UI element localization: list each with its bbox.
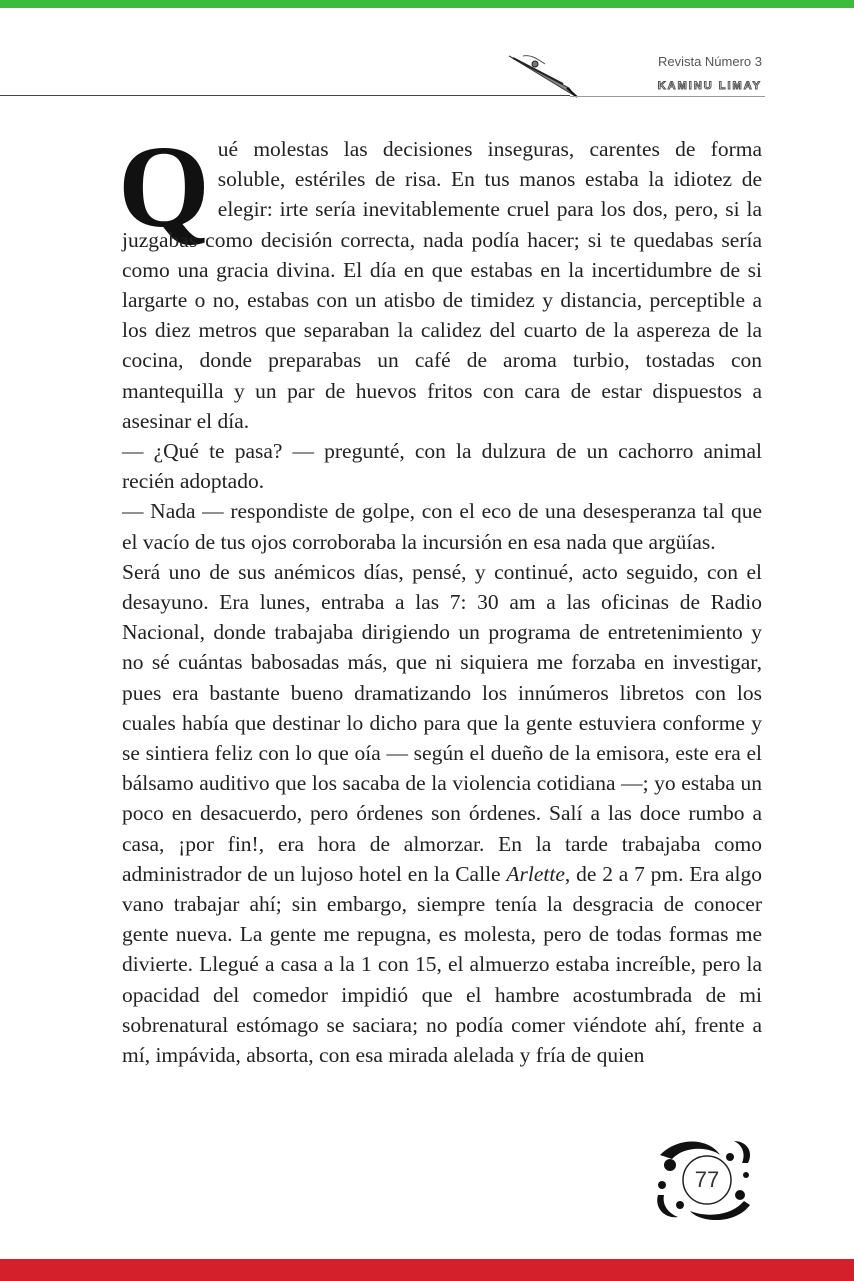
header-divider-right (570, 96, 765, 97)
top-color-bar (0, 0, 854, 8)
street-name: Arlette (506, 861, 565, 886)
paragraph-4 (122, 557, 762, 1070)
fountain-pen-icon (505, 50, 585, 100)
paragraph-2: — ¿Qué te pasa? — pregunté, con la dulzura de un cachorro animal recién adoptado. (122, 439, 762, 494)
paragraph-1-text: ué molestas las decisiones inseguras, carentes de forma soluble, estériles de risa. En tus manos estaba la idiotez de elegir: irte sería inevitablemente cruel para los dos, pero, si la juzgabas como decisión correcta, nada podía hacer; si te quedabas sería como una gracia divina. El día en que estabas en la incertidumbre de si largarte o no, estabas con un atisbo de timidez y distancia, perceptible a los diez metros que separaban la calidez del cuarto de la aspereza de la cocina, donde preparabas un café de aroma turbio, tostadas con mantequilla y un par de huevos fritos con cara de estar dispuestos a asesinar el día. (122, 137, 762, 433)
paragraph-3: — Nada — respondiste de golpe, con el eco de una desesperanza tal que el vacío de tus ojos corroboraba la incursión en esa nada que argüías. (122, 499, 762, 554)
paragraph-4-text-b: , de 2 a 7 pm. Era algo vano trabajar ahí; sin embargo, siempre tenía la desgracia de conocer gente nueva. La gente me repugna, es molesta, pero de todas formas me divierte. Llegué a casa a la 1 con 15, el almuerzo estaba increíble, pero la opacidad del comedor impidió que el hambre acostumbrada de mi sobrenatural estómago se saciara; no podía comer viéndote ahí, frente a mí, impávida, absorta, con esa mirada alelada y fría de quien (122, 861, 762, 1068)
brand-title: KAMINU LIMAY (657, 80, 762, 92)
magazine-issue-label: Revista Número 3 (657, 54, 762, 69)
paragraph-4-text-a: Será uno de sus anémicos días, pensé, y continué, acto seguido, con el desayuno. Era lunes, entraba a las 7: 30 am a las oficinas de Radio Nacional, donde trabajaba dirigiendo un programa de entretenimiento y no sé cuántas babosadas más, que ni siquiera me forzaba en investigar, pues era bastante bueno dramatizando los innúmeros libretos con los cuales había que destinar lo dicho para que la gente estuviera conforme y se sintiera feliz con lo que oía — según el dueño de la emisora, este era el bálsamo auditivo que los sacaba de la violencia cotidiana —; yo estaba un poco en desacuerdo, pero órdenes son órdenes. Salí a las doce rumbo a casa, ¡por fin!, era hora de almorzar. En la tarde trabajaba como administrador de un lujoso hotel en la Calle (122, 559, 762, 886)
bottom-color-bar (0, 1259, 854, 1281)
paragraph-1 (118, 121, 762, 436)
header-divider (0, 95, 570, 96)
drop-cap: Q (118, 121, 210, 252)
article-body (118, 121, 762, 1070)
page-number: 77 (694, 1167, 720, 1192)
